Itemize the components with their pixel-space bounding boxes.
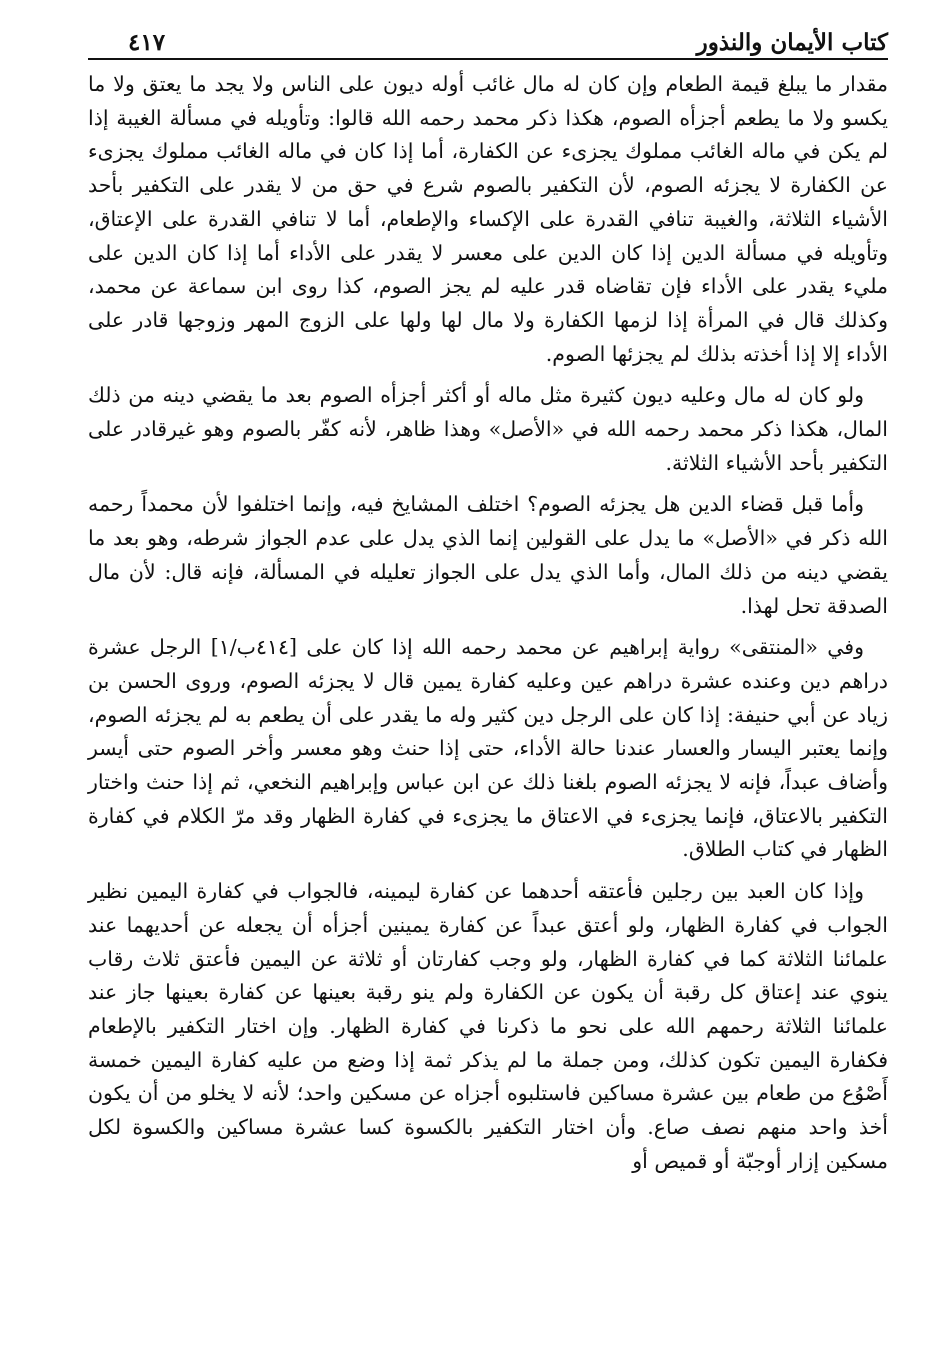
paragraph-1: مقدار ما يبلغ قيمة الطعام وإن كان له مال غائب أوله ديون على الناس ولا يجد ما يعتق ولا ما يكسو ولا ما يطعم أجزأه الصوم، هكذا ذكر محمد رحمه الله قالوا: وتأويله في مسألة الغيبة إذا لم يكن في ماله الغائب مملوك يجزىء عن الكفارة، أما إذا كان في ماله الغائب مملوك يجزىء عن الكفارة لا يجزئه الصوم، لأن التكفير بالصوم شرع في حق من لا يقدر على التكفير بأحد الأشياء الثلاثة، والغيبة تنافي القدرة على الإكساء والإطعام، أما لا تنافي القدرة على الإعتاق، وتأويله في مسألة الدين إذا كان الدين على معسر لا يقدر على الأداء أما إذا كان الدين على مليء يقدر على الأداء فإن تقاضاه قدر عليه لم يجز الصوم، كذا روى ابن سماعة عن محمد، وكذلك قال في المرأة إذا لزمها الكفارة ولا مال لها ولها على الزوج المهر وزوجها قادر على الأداء إلا إذا أخذته بذلك لم يجزئها الصوم. — [88, 72, 888, 366]
paragraph-4: وفي «المنتقى» رواية إبراهيم عن محمد رحمه الله إذا كان على [٤١٤ب/١] الرجل عشرة دراهم دين وعنده عشرة دراهم عين وعليه كفارة يمين قال لا يجزئه الصوم، وروى الحسن بن زياد عن أبي حنيفة: إذا كان على الرجل دين كثير وله ما يقدر على أن يطعم به لم يجزئه الصوم، وإنما يعتبر اليسار والعسار عندنا حالة الأداء، حتى إذا حنث وهو معسر وأخر الصوم حتى أيسر وأضاف عبداً، فإنه لا يجزئه الصوم بلغنا ذلك عن ابن عباس وإبراهيم النخعي، ثم إذا حنث واختار التكفير بالاعتاق، فإنما يجزىء في الاعتاق ما يجزىء في كفارة الظهار وقد مرّ الكلام في كفارة الظهار في كتاب الطلاق. — [88, 635, 888, 862]
page-header — [88, 14, 888, 60]
running-title: كتاب الأيمان والنذور — [696, 29, 888, 56]
page-body — [88, 68, 888, 1179]
paragraph-5: وإذا كان العبد بين رجلين فأعتقه أحدهما عن كفارة ليمينه، فالجواب في كفارة اليمين نظير الجواب في كفارة الظهار، ولو أعتق عبداً عن كفارة يمينين أجزأه أن يجعله عن أحديهما عند علمائنا الثلاثة كما في كفارة الظهار، ولو وجب كفارتان أو ثلاثة عن اليمين فأعتق ثلاث رقاب ينوي عند إعتاق كل رقبة أن يكون عن الكفارة ولم ينو رقبة بعينها عن كفارة بعينها جاز عند علمائنا الثلاثة رحمهم الله على نحو ما ذكرنا في كفارة الظهار. وإن اختار التكفير بالإطعام فكفارة اليمين تكون كذلك، ومن جملة ما لم يذكر ثمة إذا وضع من عليه كفارة اليمين خمسة أَصْوُع من طعام بين عشرة مساكين فاستلبوه أجزاه عن مسكين واحد؛ لأنه لا يخلو من أن يكون أخذ واحد منهم نصف صاع. وأن اختار التكفير بالكسوة كسا عشرة مساكين والكسوة لكل مسكين إزار أوجبّة أو قميص أو — [88, 879, 888, 1173]
page-number: ٤١٧ — [128, 29, 166, 56]
paragraph-3: وأما قبل قضاء الدين هل يجزئه الصوم؟ اختلف المشايخ فيه، وإنما اختلفوا لأن محمداً رحمه الله ذكر في «الأصل» ما يدل على القولين إنما الذي يدل على عدم الجواز شرطه، وهو بعد ما يقضي دينه من ذلك المال، وأما الذي يدل على الجواز تعليله في المسألة، فإنه قال: لأن مال الصدقة تحل لهذا. — [88, 492, 888, 618]
book-page — [88, 14, 888, 1344]
paragraph-2: ولو كان له مال وعليه ديون كثيرة مثل ماله أو أكثر أجزأه الصوم بعد ما يقضي دينه من ذلك المال، هكذا ذكر محمد رحمه الله في «الأصل» وهذا ظاهر، لأنه كفّر بالصوم وهو غيرقادر على التكفير بأحد الأشياء الثلاثة. — [88, 383, 888, 475]
